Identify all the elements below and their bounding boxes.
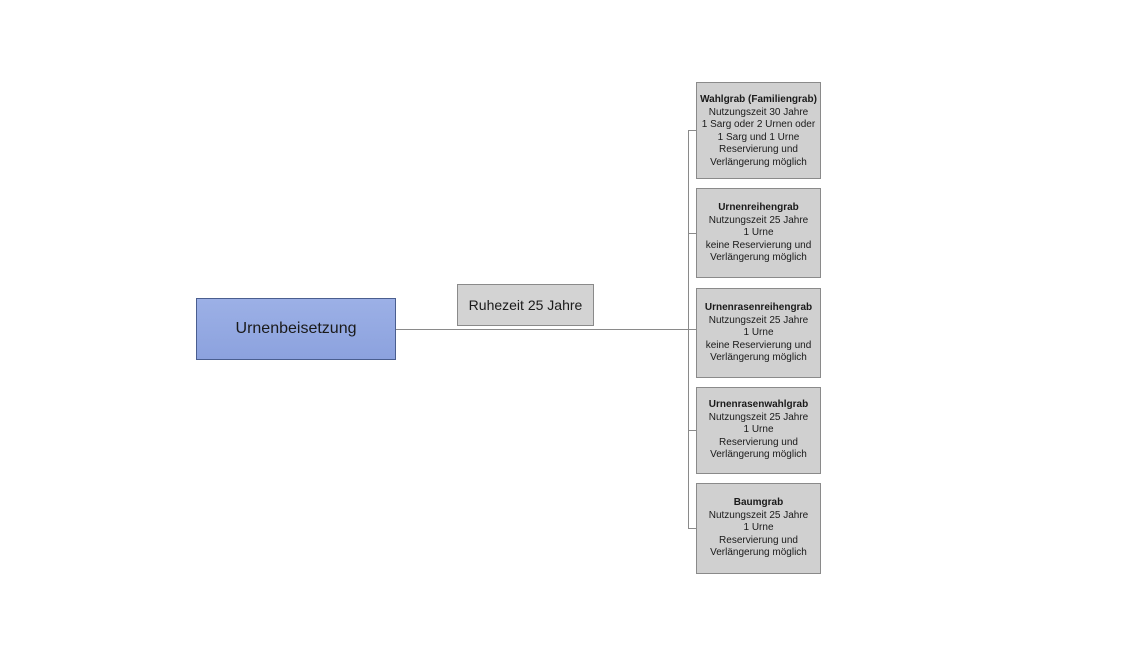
connector-leaf-5 <box>688 528 696 529</box>
leaf-node-urnenrasenwahlgrab <box>696 387 821 474</box>
leaf-node-urnenrasenreihengrab <box>696 288 821 378</box>
leaf-node-baumgrab <box>696 483 821 574</box>
leaf-line: Nutzungszeit 25 Jahre <box>708 314 809 326</box>
leaf-line: Verlängerung möglich <box>710 352 807 363</box>
leaf-line: Nutzungszeit 25 Jahre <box>708 214 809 226</box>
middle-node-label: Ruhezeit 25 Jahre <box>468 297 583 313</box>
connector-leaf-4 <box>688 430 696 431</box>
leaf-line: 1 Urne <box>743 424 774 435</box>
leaf-line: Nutzungszeit 30 Jahre <box>708 106 809 118</box>
leaf-line: Verlängerung möglich <box>710 252 807 263</box>
leaf-line: 1 Urne <box>743 522 774 533</box>
leaf-line: Reservierung und <box>719 534 798 546</box>
leaf-line: Nutzungszeit 25 Jahre <box>708 509 809 521</box>
root-node-label: Urnenbeisetzung <box>235 320 357 337</box>
leaf-line: Reservierung und <box>719 144 798 155</box>
connector-leaf-1 <box>688 130 696 131</box>
leaf-node-wahlgrab <box>696 82 821 179</box>
leaf-title: Urnenrasenreihengrab <box>704 302 813 313</box>
leaf-title: Urnenreihengrab <box>718 202 799 213</box>
leaf-title: Wahlgrab (Familiengrab) <box>700 94 817 105</box>
connector-leaf-3 <box>688 329 696 330</box>
leaf-line: Verlängerung möglich <box>710 156 807 168</box>
leaf-title: Urnenrasenwahlgrab <box>708 399 809 410</box>
leaf-line: 1 Urne <box>743 227 774 238</box>
connector-leaf-2 <box>688 233 696 234</box>
leaf-line: Reservierung und <box>719 436 798 448</box>
leaf-line: 1 Sarg oder 2 Urnen oder <box>701 119 816 130</box>
middle-node <box>457 284 594 326</box>
leaf-line: Nutzungszeit 25 Jahre <box>708 411 809 423</box>
leaf-line: Verlängerung möglich <box>710 547 807 558</box>
leaf-node-urnenreihengrab <box>696 188 821 278</box>
leaf-line: keine Reservierung und <box>705 339 812 351</box>
connector-horizontal-main <box>396 329 689 330</box>
root-node <box>196 298 396 360</box>
leaf-line: 1 Sarg und 1 Urne <box>717 131 800 143</box>
leaf-line: 1 Urne <box>743 327 774 338</box>
leaf-line: Verlängerung möglich <box>710 449 807 460</box>
leaf-line: keine Reservierung und <box>705 239 812 251</box>
leaf-title: Baumgrab <box>733 497 784 508</box>
